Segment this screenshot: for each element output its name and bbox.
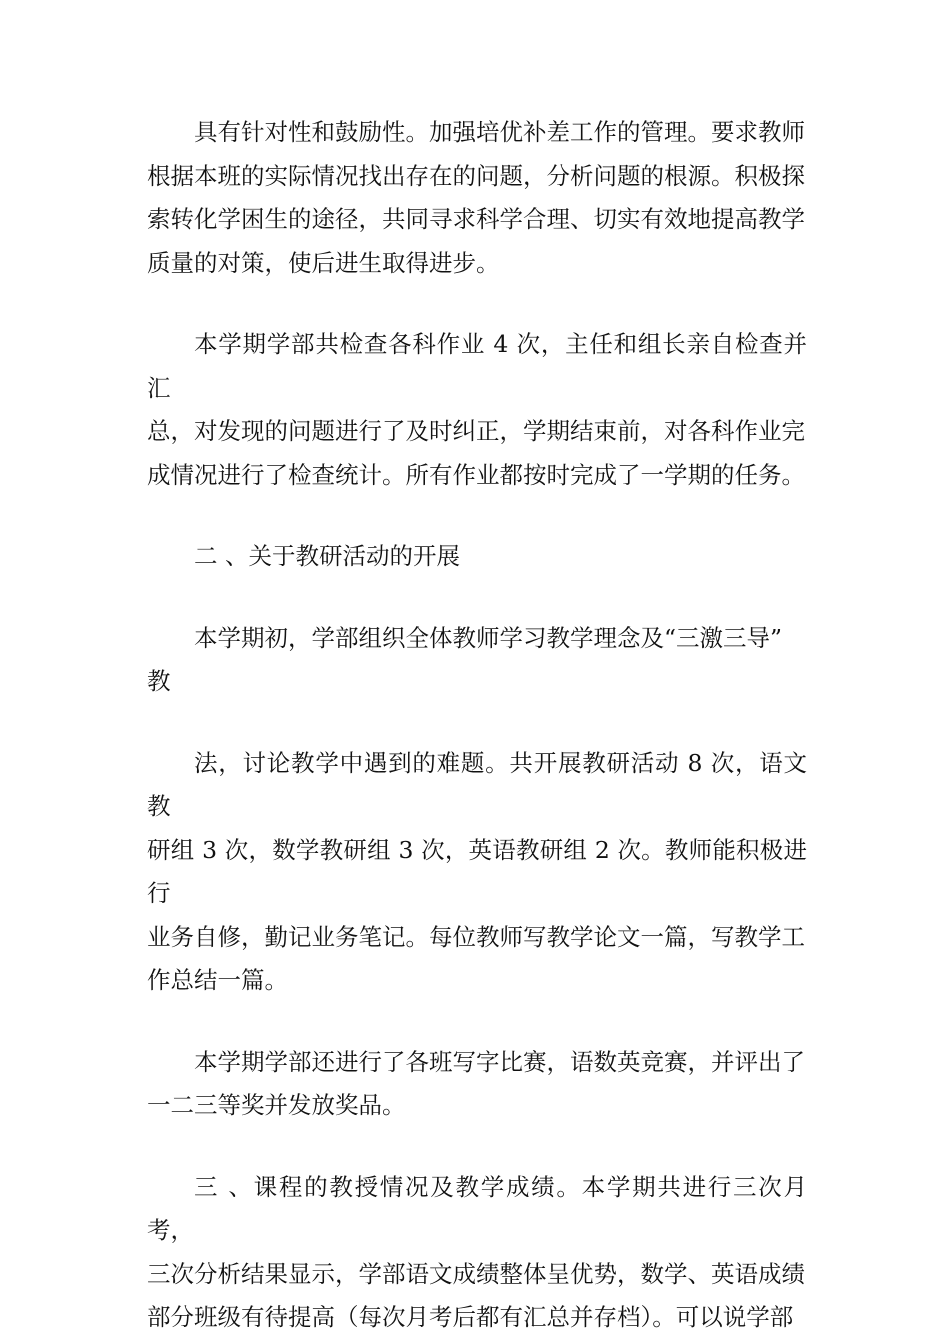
text-line: 本学期学部还进行了各班写字比赛，语数英竞赛，并评出了 (194, 1047, 805, 1076)
text-line: 根据本班的实际情况找出存在的问题，分析问题的根源。积极探 (147, 161, 805, 190)
paragraph-gap (147, 497, 807, 535)
text-line: 三 、课程的教授情况及教学成绩。本学期共进行三次月考， (147, 1172, 807, 1244)
text-line: 本学期初，学部组织全体教师学习教学理念及“三激三导” (194, 623, 783, 652)
text-line: 教 (147, 667, 171, 695)
paragraph-5 (147, 1041, 807, 1128)
section-heading-2 (147, 535, 807, 579)
paragraph-3 (147, 617, 807, 704)
text-line: 法，讨论教学中遇到的难题。共开展教研活动 8 次，语文教 (147, 748, 807, 820)
text-line: 总，对发现的问题进行了及时纠正，学期结束前，对各科作业完 (147, 417, 805, 445)
document-body (147, 111, 807, 1340)
text-line: 研组 3 次，数学教研组 3 次，英语教研组 2 次。教师能积极进行 (147, 835, 807, 907)
text-line: 三次分析结果显示，学部语文成绩整体呈优势，数学、英语成绩 (147, 1259, 805, 1288)
paragraph-1 (147, 111, 807, 285)
text-line: 质量的对策，使后进生取得进步。 (147, 248, 500, 277)
text-line: 具有针对性和鼓励性。加强培优补差工作的管理。要求教师 (194, 118, 805, 146)
paragraph-2 (147, 323, 807, 497)
paragraph-gap (147, 704, 807, 742)
paragraph-4 (147, 742, 807, 1003)
text-line: 一二三等奖并发放奖品。 (147, 1091, 406, 1119)
text-line: 索转化学困生的途径，共同寻求科学合理、切实有效地提高教学 (147, 205, 805, 233)
paragraph-gap (147, 1003, 807, 1041)
section-heading-3 (147, 1166, 807, 1340)
paragraph-gap (147, 285, 807, 323)
text-line: 部分班级有待提高（每次月考后都有汇总并存档）。可以说学部 (147, 1303, 794, 1331)
paragraph-gap (147, 579, 807, 617)
text-line: 业务自修，勤记业务笔记。每位教师写教学论文一篇，写教学工 (147, 922, 805, 951)
text-line: 二 、关于教研活动的开展 (194, 542, 460, 570)
paragraph-gap (147, 1128, 807, 1166)
text-line: 作总结一篇。 (147, 966, 288, 994)
text-line: 本学期学部共检查各科作业 4 次，主任和组长亲自检查并汇 (147, 330, 807, 402)
text-line: 成情况进行了检查统计。所有作业都按时完成了一学期的任务。 (147, 460, 805, 489)
